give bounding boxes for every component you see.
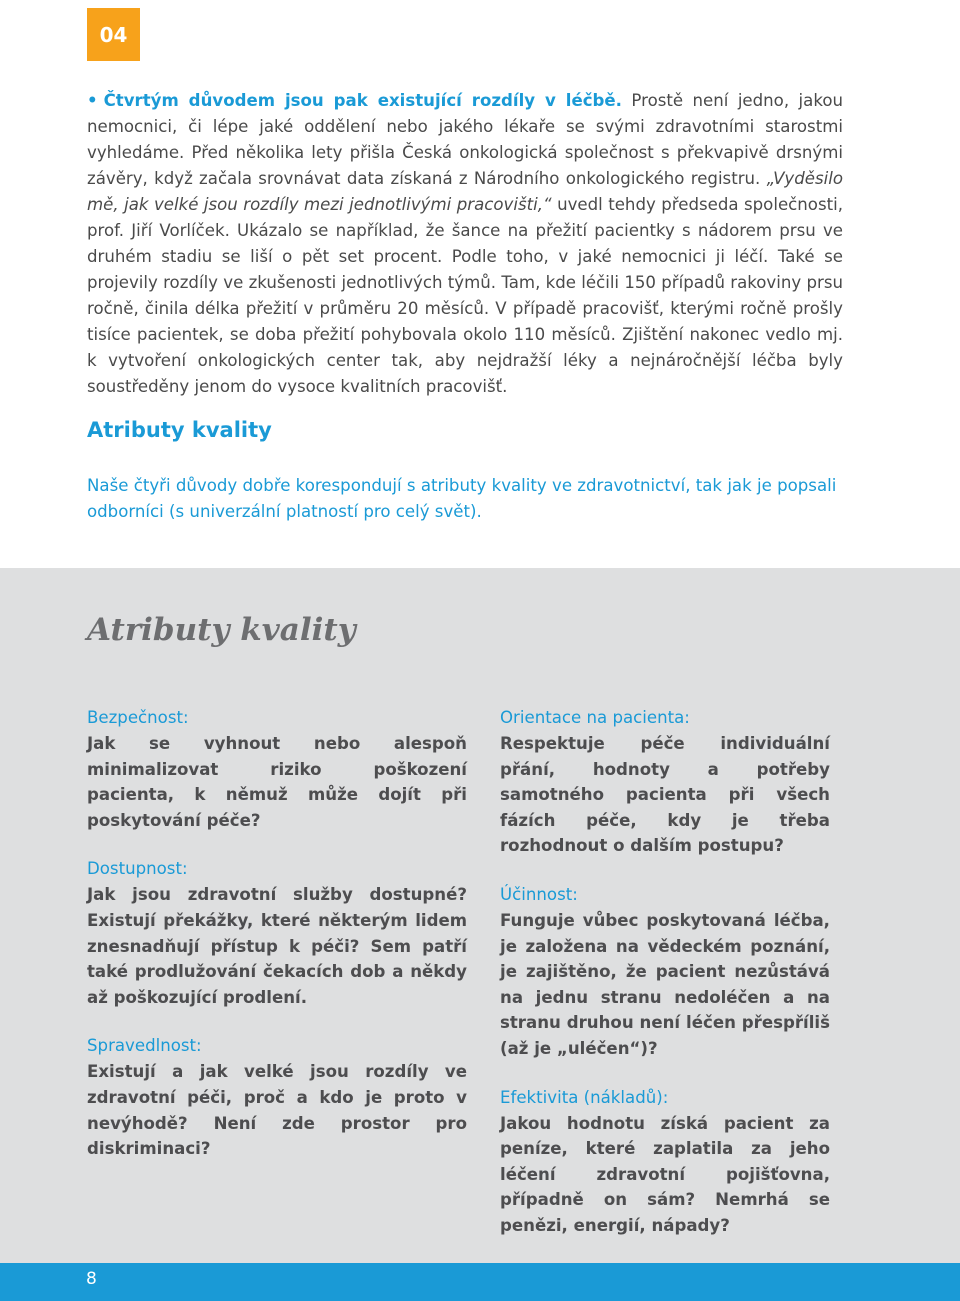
section-heading: Atributy kvality xyxy=(87,418,272,442)
attribute-label: Efektivita (nákladů): xyxy=(500,1087,669,1107)
attribute-text: Respektuje péče individuální přání, hodnoty a potřeby samotného pacienta při všech fázích péče, kdy je třeba rozhodnout o dalším postupu? xyxy=(500,734,830,856)
chapter-badge: 04 xyxy=(87,8,140,61)
attribute-text: Jak se vyhnout nebo alespoň minimalizovat riziko poškození pacienta, k němuž může dojít při poskytování péče? xyxy=(87,734,467,830)
intro-lead: Čtvrtým důvodem jsou pak existující rozdíly v léčbě. xyxy=(103,91,622,110)
attribute-label: Dostupnost: xyxy=(87,859,188,879)
attribute-text: Jakou hodnotu získá pacient za peníze, které zaplatila za jeho léčení zdravotní pojišťovna, případně on sám? Nemrhá se penězi, energií, nápady? xyxy=(500,1113,830,1235)
page-number: 8 xyxy=(86,1269,97,1289)
attribute-label: Účinnost: xyxy=(500,884,578,904)
attribute-text: Existují a jak velké jsou rozdíly ve zdravotní péči, proč a kdo je proto v nevýhodě? Není zde prostor pro diskriminaci? xyxy=(87,1062,467,1159)
attributes-left-column xyxy=(87,705,467,1185)
section-paragraph: Naše čtyři důvody dobře korespondují s atributy kvality ve zdravotnictví, tak jak je popsali odborníci (s univerzální platností pro celý svět). xyxy=(87,476,837,521)
intro-text-1: Prostě není jedno, jakou nemocnici, či lépe jaké oddělení nebo jakého lékaře se svými zdravotními starostmi vyhledáme. Před několika lety přišla Česká onkologická společnost s překvapivě drsnými závěry, když začala srovnávat data získaná z Národního onkologického registru. xyxy=(87,91,844,188)
attribute-safety xyxy=(87,705,467,833)
attribute-effectiveness xyxy=(500,882,830,1062)
attribute-label: Bezpečnost: xyxy=(87,708,189,727)
intro-paragraph xyxy=(87,88,843,400)
attribute-accessibility xyxy=(87,856,467,1010)
attribute-patient-orientation xyxy=(500,705,830,859)
box-title: Atributy kvality xyxy=(87,612,356,648)
bullet-icon: • xyxy=(87,91,98,110)
attribute-text: Funguje vůbec poskytovaná léčba, je založena na vědeckém poznání, je zajištěno, že pacient nezůstává na jednu stranu nedoléčen a na stranu druhou není léčen přespříliš (až je „uléčen“)? xyxy=(500,910,830,1058)
attribute-equity xyxy=(87,1033,467,1161)
attribute-label: Spravedlnost: xyxy=(87,1036,202,1056)
intro-text-2: uvedl tehdy předseda společnosti, prof. Jiří Vorlíček. Ukázalo se například, že šance na přežití pacientky s nádorem prsu ve druhém stadiu se liší o pět set procent. Podle toho, v jaké nemocnici ji léčí. Také se projevily rozdíly ve zkušenosti jednotlivých týmů. Tam, kde léčili 150 případů rakoviny prsu ročně, činila délka přežití v průměru 20 měsíců. V případě pracovišť, kterými ročně prošly tisíce pacientek, se doba přežití pohybovala okolo 110 měsíců. Zjištění nakonec vedlo mj. k vytvoření onkologických center tak, aby nejdražší léky a nejnáročnější léčba byly soustředěny jenom do vysoce kvalitních pracovišť. xyxy=(87,195,843,396)
attribute-text: Jak jsou zdravotní služby dostupné? Existují překážky, které některým lidem znesnadňují přístup k péči? Sem patří také prodlužování čekacích dob a někdy až poškozující prodlení. xyxy=(87,885,467,1007)
attributes-right-column xyxy=(500,705,830,1262)
attribute-efficiency xyxy=(500,1085,830,1239)
intro-quote: „Vyděsilo mě, jak velké jsou rozdíly mezi jednotlivými pracovišti,“ xyxy=(87,169,843,214)
attribute-label: Orientace na pacienta: xyxy=(500,708,690,727)
footer-bar xyxy=(0,1263,960,1301)
